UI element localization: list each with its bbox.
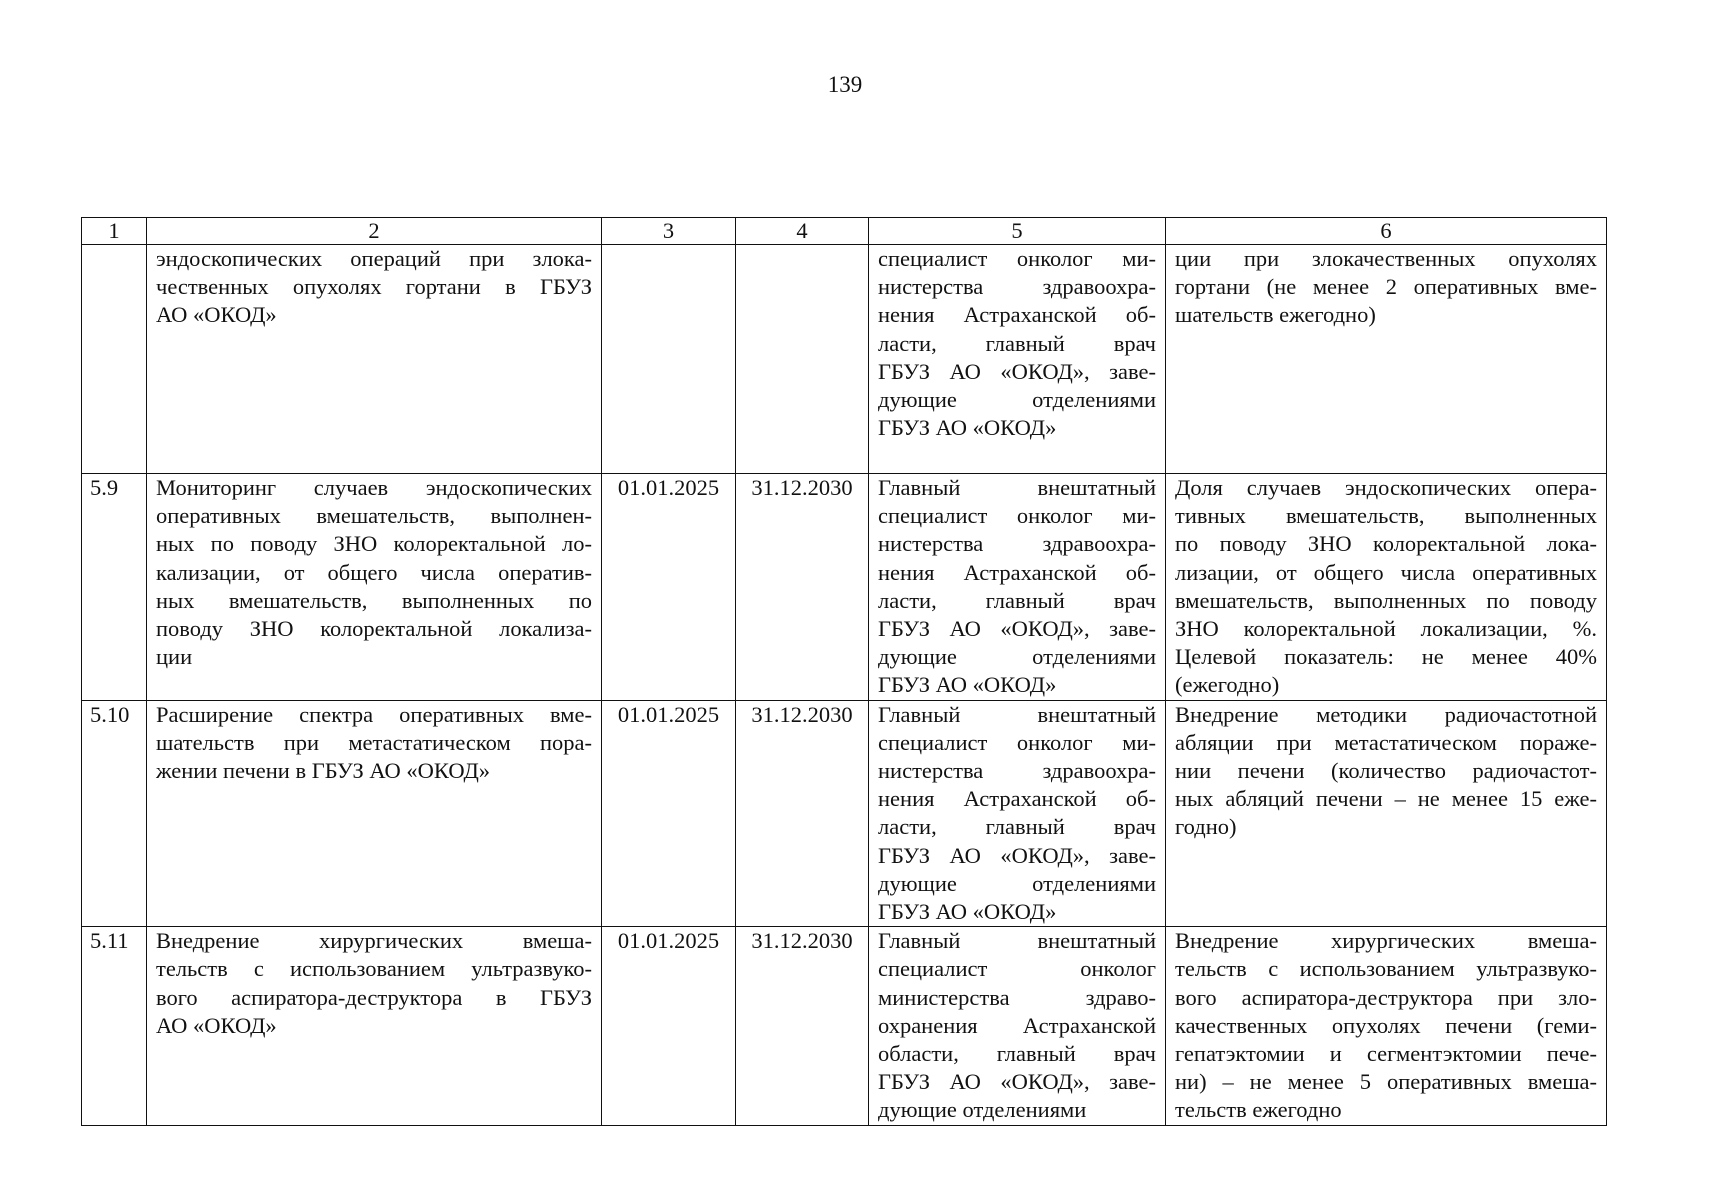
text-line: эндоскопических операций при злока- [156,246,592,271]
table-row [82,245,1607,474]
text-line: кализации, от общего числа оператив- [156,559,592,585]
activity-cell [147,700,602,927]
text-line: тельств ежегодно [1175,1097,1342,1123]
text-line: поводу ЗНО колоректальной локализа- [156,616,592,642]
text-line: дующие отделениями [878,387,1156,413]
text-line: вмешательств, выполненных по поводу [1175,587,1597,613]
end-date-cell: 31.12.2030 [736,474,869,701]
text-line: дующие отделениями [878,870,1156,896]
responsible-cell [869,700,1166,927]
text-line: нения Астраханской об- [878,559,1156,585]
text-line: вого аспиратора-деструктора в ГБУЗ [156,984,592,1010]
text-line: ных вмешательств, выполненных по [156,587,592,613]
activity-table [81,217,1607,1126]
page-number: 139 [827,72,863,97]
text-line: Внедрение хирургических вмеша- [156,928,592,954]
text-line: годно) [1175,814,1237,840]
text-line: ГБУЗ АО «ОКОД», заве- [878,842,1156,868]
text-line: тельств с использованием ультразвуко- [156,956,592,982]
activity-cell [147,927,602,1125]
text-line: нии печени (количество радиочастот- [1175,758,1597,784]
text-line: гортани (не менее 2 оперативных вме- [1175,274,1597,300]
text-line: ласти, главный врач [878,330,1156,356]
column-number: 5 [869,218,1166,245]
start-date-cell: 01.01.2025 [602,927,736,1125]
activity-cell [147,474,602,701]
text-line: жении печени в ГБУЗ АО «ОКОД» [156,758,491,784]
column-number: 4 [736,218,869,245]
text-line: специалист онколог ми- [878,503,1156,529]
row-number-cell [82,245,147,474]
text-line: ГБУЗ АО «ОКОД», заве- [878,358,1156,384]
responsible-cell [869,927,1166,1125]
text-line: Внедрение хирургических вмеша- [1175,928,1597,954]
result-cell [1166,474,1607,701]
text-line: специалист онколог ми- [878,246,1156,271]
text-line: нения Астраханской об- [878,786,1156,812]
text-line: по поводу ЗНО колоректальной лока- [1175,531,1597,557]
text-line: Целевой показатель: не менее 40% [1175,644,1597,670]
text-line: Главный внештатный [878,475,1156,500]
text-line: области, главный врач [878,1041,1156,1067]
text-line: специалист онколог [878,956,1156,982]
text-line: гепатэктомии и сегментэктомии пече- [1175,1041,1597,1067]
text-line: чественных опухолях гортани в ГБУЗ [156,274,592,300]
text-line: вого аспиратора-деструктора при зло- [1175,984,1597,1010]
column-number: 2 [147,218,602,245]
text-line: нистерства здравоохра- [878,758,1156,784]
text-line: специалист онколог ми- [878,729,1156,755]
text-line: ГБУЗ АО «ОКОД» [878,899,1057,925]
text-line: качественных опухолях печени (геми- [1175,1012,1597,1038]
result-cell [1166,927,1607,1125]
text-line: тельств с использованием ультразвуко- [1175,956,1597,982]
responsible-cell [869,474,1166,701]
text-line: лизации, от общего числа оперативных [1175,559,1597,585]
table-row [82,700,1607,927]
row-number-cell: 5.9 [82,474,147,701]
end-date-cell: 31.12.2030 [736,927,869,1125]
column-number: 1 [82,218,147,245]
end-date-cell: 31.12.2030 [736,700,869,927]
column-number: 6 [1166,218,1607,245]
column-number-row [82,218,1607,245]
text-line: ГБУЗ АО «ОКОД» [878,672,1057,698]
text-line: ЗНО колоректальной локализации, %. [1175,616,1597,642]
text-line: ции [156,644,193,670]
text-line: (ежегодно) [1175,672,1280,698]
activity-cell [147,245,602,474]
text-line: Главный внештатный [878,928,1156,954]
text-line: Расширение спектра оперативных вме- [156,701,592,727]
text-line: абляции при метастатическом пораже- [1175,729,1597,755]
start-date-cell: 01.01.2025 [602,700,736,927]
result-cell [1166,245,1607,474]
text-line: Главный внештатный [878,701,1156,727]
text-line: Внедрение методики радиочастотной [1175,701,1597,727]
table-row [82,474,1607,701]
text-line: нистерства здравоохра- [878,274,1156,300]
text-line: ГБУЗ АО «ОКОД», заве- [878,616,1156,642]
text-line: шательств ежегодно) [1175,302,1376,328]
text-line: шательств при метастатическом пора- [156,729,592,755]
text-line: ласти, главный врач [878,587,1156,613]
start-date-cell: 01.01.2025 [602,474,736,701]
end-date-cell [736,245,869,474]
text-line: ных по поводу ЗНО колоректальной ло- [156,531,592,557]
text-line: Доля случаев эндоскопических опера- [1175,475,1597,500]
text-line: тивных вмешательств, выполненных [1175,503,1597,529]
text-line: ных абляций печени – не менее 15 еже- [1175,786,1597,812]
text-line: оперативных вмешательств, выполнен- [156,503,592,529]
text-line: дующие отделениями [878,1097,1087,1123]
start-date-cell [602,245,736,474]
text-line: дующие отделениями [878,644,1156,670]
column-number: 3 [602,218,736,245]
text-line: охранения Астраханской [878,1012,1156,1038]
text-line: АО «ОКОД» [156,1012,277,1038]
text-line: ни) – не менее 5 оперативных вмеша- [1175,1069,1597,1095]
text-line: министерства здраво- [878,984,1156,1010]
row-number-cell: 5.11 [82,927,147,1125]
text-line: ласти, главный врач [878,814,1156,840]
text-line: нения Астраханской об- [878,302,1156,328]
text-line: нистерства здравоохра- [878,531,1156,557]
text-line: ции при злокачественных опухолях [1175,246,1597,271]
text-line: ГБУЗ АО «ОКОД», заве- [878,1069,1156,1095]
text-line: АО «ОКОД» [156,302,277,328]
table-row [82,927,1607,1125]
responsible-cell [869,245,1166,474]
row-number-cell: 5.10 [82,700,147,927]
result-cell [1166,700,1607,927]
text-line: Мониторинг случаев эндоскопических [156,475,592,500]
text-line: ГБУЗ АО «ОКОД» [878,415,1057,441]
